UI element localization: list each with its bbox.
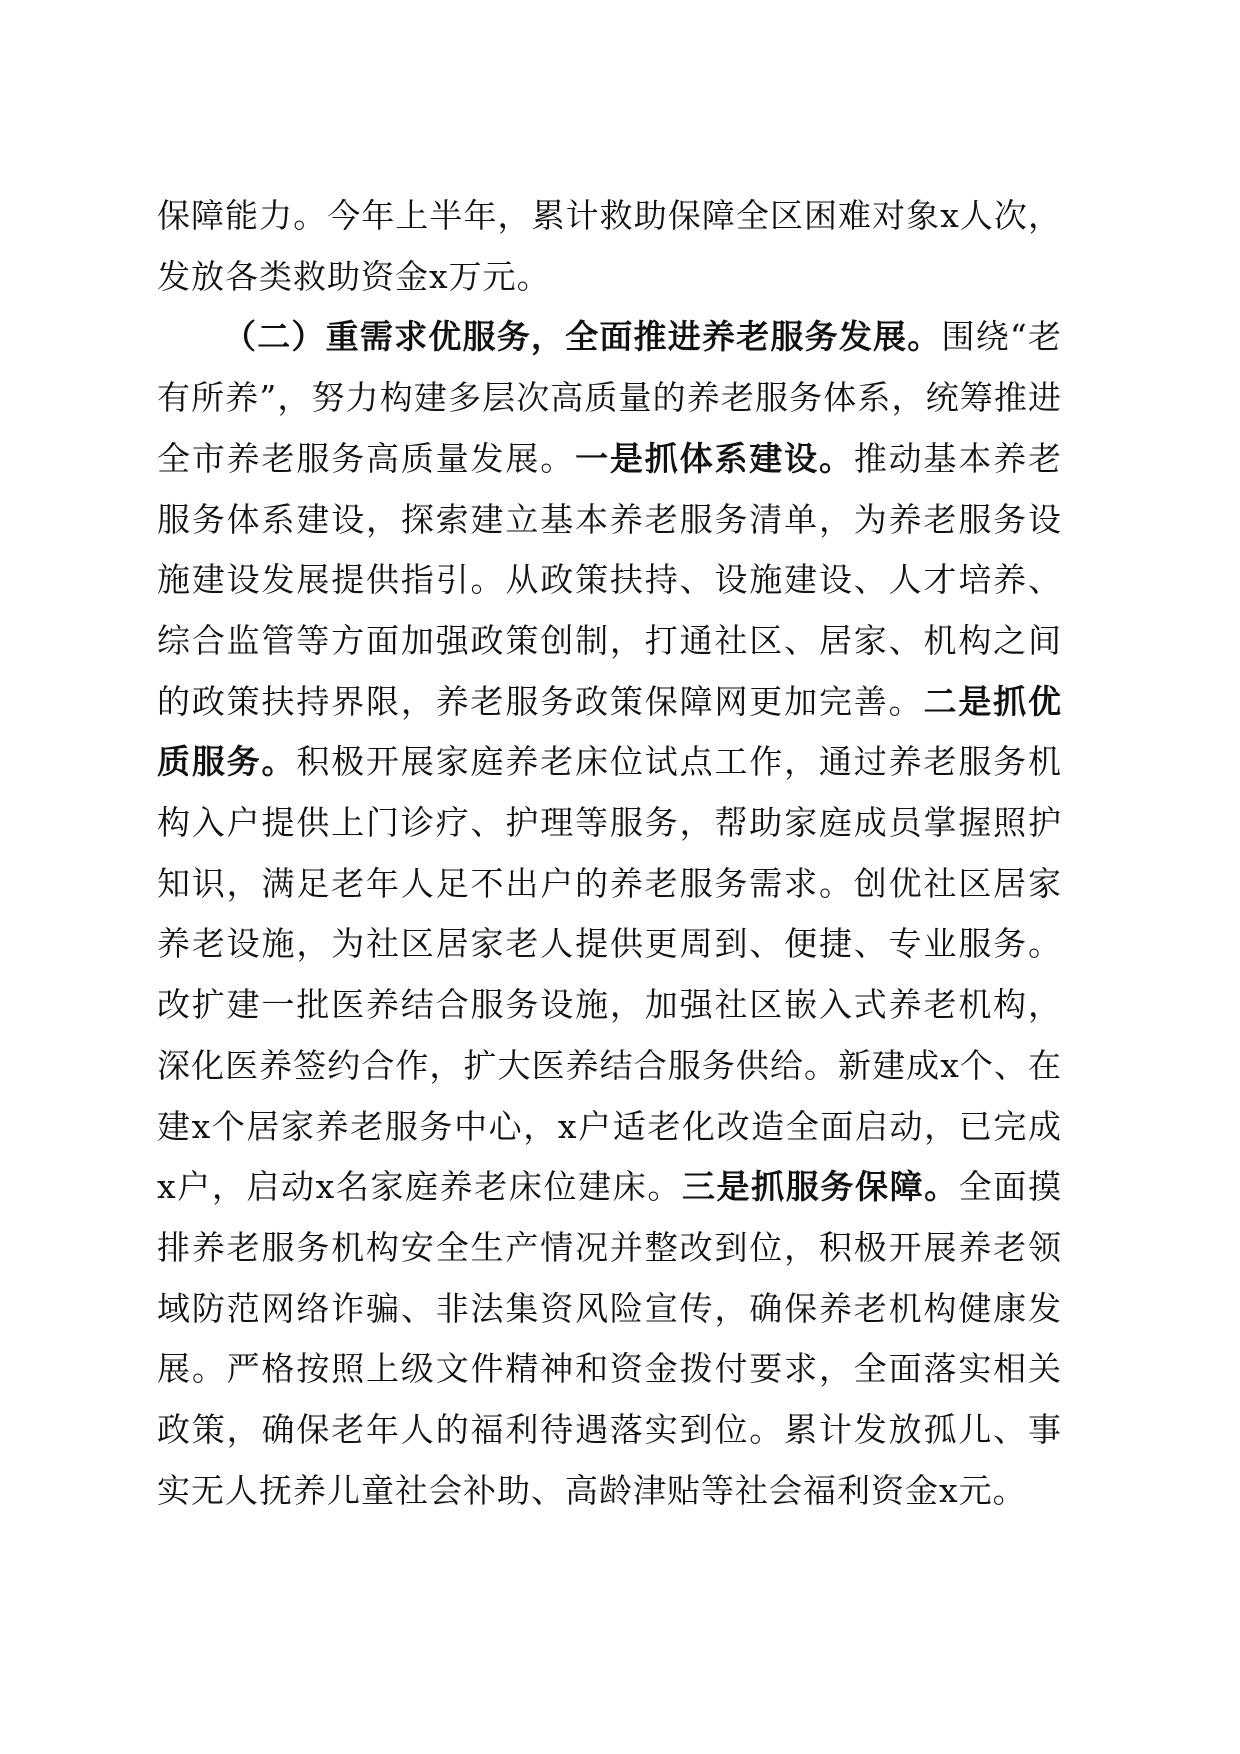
item-text-service-guarantee: 全面摸排养老服务机构安全生产情况并整改到位，积极开展养老领域防范网络诈骗、非法集资风险宣传，确保养老机构健康发展。严格按照上级文件精神和资金拨付要求，全面落实相关政策，确保老年人的福利待遇落实到位。累计发放孤儿、事实无人抚养儿童社会补助、高龄津贴等社会福利资金x元。 <box>157 1167 1063 1510</box>
item-title-system-building: 一是抓体系建设。 <box>575 438 854 478</box>
item-text-quality-service: 积极开展家庭养老床位试点工作，通过养老服务机构入户提供上门诊疗、护理等服务，帮助家庭成员掌握照护知识，满足老年人足不出户的养老服务需求。创优社区居家养老设施，为社区居家老人提供更周到、便捷、专业服务。改扩建一批医养结合服务设施，加强社区嵌入式养老机构，深化医养签约合作，扩大医养结合服务供给。新建成x个、在建x个居家养老服务中心，x户适老化改造全面启动，已完成x户，启动x名家庭养老床位建床。 <box>157 742 1063 1207</box>
item-text-system-building: 推动基本养老服务体系建设，探索建立基本养老服务清单，为养老服务设施建设发展提供指引。从政策扶持、设施建设、人才培养、综合监管等方面加强政策创制，打通社区、居家、机构之间的政策扶持界限，养老服务政策保障网更加完善。 <box>157 438 1063 721</box>
document-body <box>157 186 1062 1521</box>
section-intro: 围绕“老有所养”，努力构建多层次高质量的养老服务体系，统筹推进全市养老服务高质量发展。 <box>157 317 1062 478</box>
item-title-quality-service: 二是抓优质服务。 <box>157 681 1063 782</box>
paragraph-text: 保障能力。今年上半年，累计救助保障全区困难对象x人次，发放各类救助资金x万元。 <box>157 196 1062 296</box>
item-title-service-guarantee: 三是抓服务保障。 <box>681 1167 959 1207</box>
paragraph-elderly-care <box>157 307 1062 1521</box>
paragraph-continued <box>157 186 1062 307</box>
section-heading: （二）重需求优服务，全面推进养老服务发展。 <box>223 317 942 357</box>
